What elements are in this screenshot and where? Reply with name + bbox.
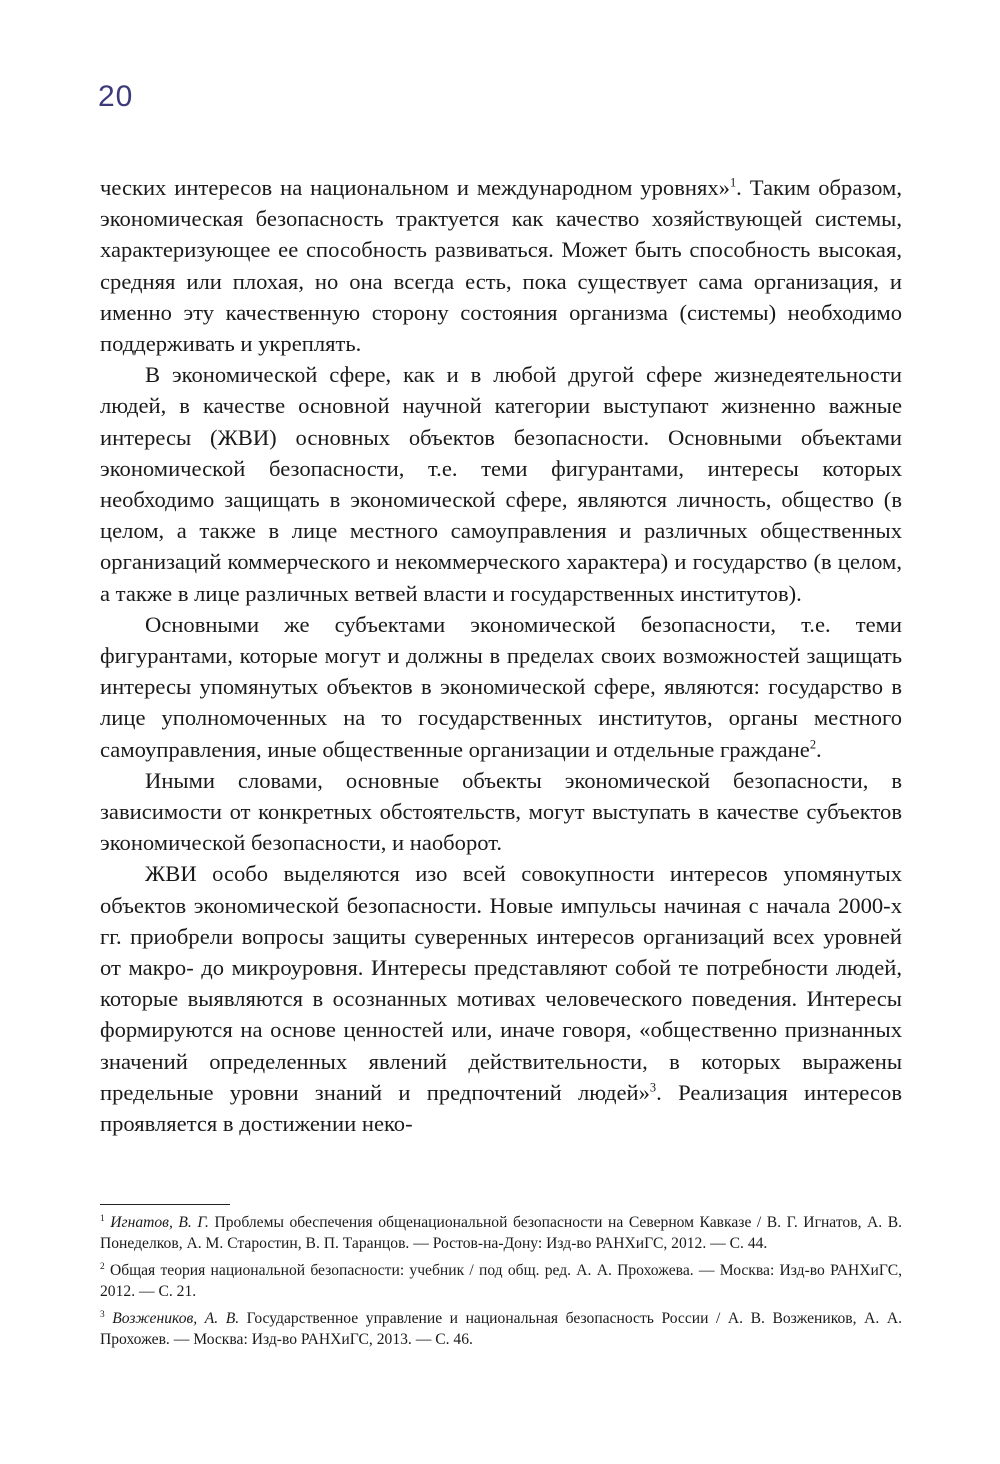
footnote-divider — [100, 1204, 230, 1205]
paragraph-1-tail: . Таким образом, экономическая безопасность трактуется как качество хозяйствующей системы, характеризующее ее способность развиваться. Может быть способность высокая, средняя или плохая, но она всегда есть, пока существует сама организация, и именно эту качественную сторону состояния организма (системы) необходимо поддерживать и укреплять. — [100, 175, 902, 357]
paragraph-3-tail: . — [816, 736, 822, 762]
footnote-2 — [100, 1260, 902, 1302]
paragraph-5-tail: . Реализация интересов проявляется в достижении неко- — [100, 1079, 902, 1137]
paragraph-1 — [100, 172, 902, 359]
paragraph-2 — [100, 359, 902, 609]
footnote-3 — [100, 1308, 902, 1350]
page-number: 20 — [98, 80, 134, 113]
footnote-author: Возжеников, А. В. — [112, 1310, 240, 1327]
footnote-number: 3 — [100, 1309, 105, 1320]
footnote-number: 2 — [100, 1261, 105, 1272]
footnote-author: Игнатов, В. Г. — [110, 1214, 209, 1231]
paragraph-3-text: Основными же субъектами экономической безопасности, т.е. теми фигурантами, которые могут и должны в пределах своих возможностей защищать интересы упомянутых объектов в экономической сфере, являются: государство в лице уполномоченных на то государственных институтов, органы местного самоуправления, иные общественные организации и отдельные граждане — [100, 611, 902, 762]
footnote-ref-3: 3 — [649, 1080, 657, 1095]
footnote-1 — [100, 1212, 902, 1254]
paragraph-5-text: ЖВИ особо выделяются изо всей совокупности интересов упомянутых объектов экономической безопасности. Новые импульсы начиная с начала 2000-х гг. приобрели вопросы защиты суверенных интересов организаций всех уровней от макро- до микроуровня. Интересы представляют собой те потребности людей, которые выявляются в осознанных мотивах человеческого поведения. Интересы формируются на основе ценностей или, иначе говоря, «общественно признанных значений определенных явлений действительности, в которых выражены предельные уровни знаний и предпочтений людей» — [100, 861, 902, 1105]
paragraph-4-text: Иными словами, основные объекты экономической безопасности, в зависимости от конкретных обстоятельств, могут выступать в качестве субъектов экономической безопасности, и наоборот. — [100, 767, 902, 856]
footnote-text: Государственное управление и национальная безопасность России / А. В. Возжеников, А. А. Прохожев. — Москва: Изд-во РАНХиГС, 2013. — С. 46. — [100, 1310, 902, 1348]
body-text — [100, 172, 902, 1139]
paragraph-5 — [100, 858, 902, 1139]
paragraph-3 — [100, 609, 902, 765]
footnote-text: Проблемы обеспечения общенациональной безопасности на Северном Кавказе / В. Г. Игнатов, А. В. Понеделков, А. М. Старостин, В. П. Таранцов. — Ростов-на-Дону: Изд-во РАНХиГС, 2012. — С. 44. — [100, 1214, 903, 1252]
footnote-ref-1: 1 — [729, 175, 737, 190]
footnotes — [100, 1212, 902, 1356]
footnote-ref-2: 2 — [809, 737, 817, 752]
paragraph-2-text: В экономической сфере, как и в любой другой сфере жизнедеятельности людей, в качестве основной научной категории выступают жизненно важные интересы (ЖВИ) основных объектов безопасности. Основными объектами экономической безопасности, т.е. теми фигурантами, интересы которых необходимо защищать в экономической сфере, являются личность, общество (в целом, а также в лице местного самоуправления и различных общественных организаций коммерческого и некоммерческого характера) и государство (в целом, а также в лице различных ветвей власти и государственных институтов). — [100, 362, 902, 606]
paragraph-1-text: ческих интересов на национальном и международном уровнях» — [100, 175, 730, 200]
footnote-number: 1 — [100, 1213, 105, 1224]
paragraph-4 — [100, 765, 902, 859]
footnote-text: Общая теория национальной безопасности: учебник / под общ. ред. А. А. Прохожева. — Москва: Изд-во РАНХиГС, 2012. — С. 21. — [100, 1262, 902, 1300]
